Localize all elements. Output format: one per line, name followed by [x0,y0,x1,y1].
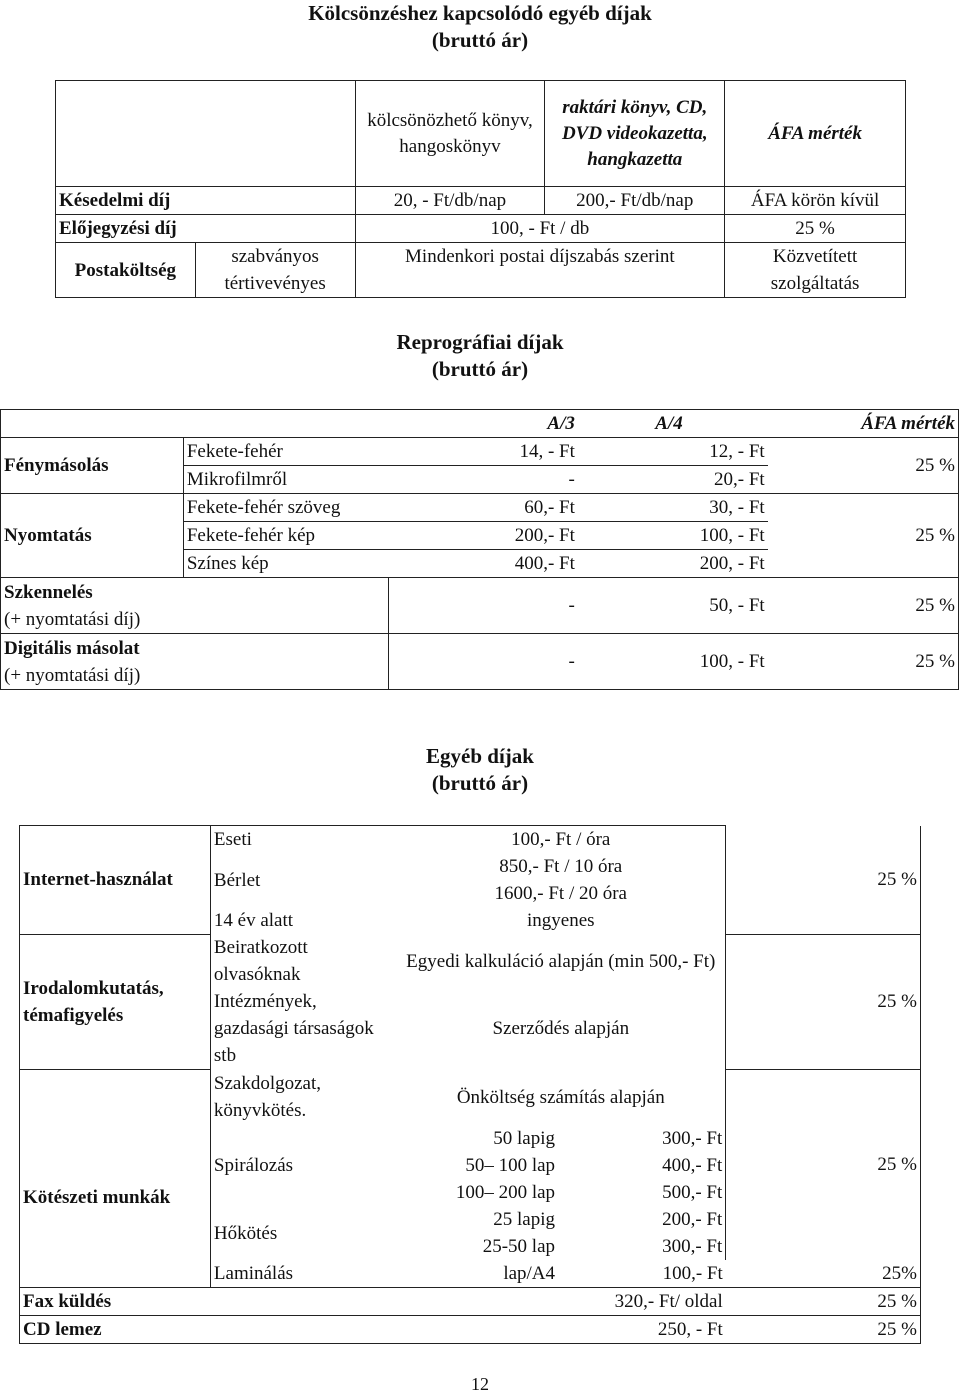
late-fee-stored: 200,- Ft/db/nap [545,187,725,215]
reservation-fee-vat: 25 % [725,215,906,243]
postage-registered: tértivevényes [195,270,355,298]
research-label-text: Irodalomkutatás, témafigyelés [23,977,164,1026]
binding-label: Kötészeti munkák [20,1069,211,1288]
cd-price: 250, - Ft [210,1316,725,1344]
internet-vat: 25 % [726,826,921,935]
header-vat-rate-repro: ÁFA mérték [768,410,959,438]
binding-lamination-unit: lap/A4 [503,1263,556,1284]
binding-heat-label: Hőkötés [213,1222,278,1244]
postage-standard: szabványos [195,243,355,271]
fax-label: Fax küldés [20,1288,211,1316]
loan-fees-table [55,80,906,298]
binding-heat-range-2: 25-50 lap [482,1236,556,1257]
research-label [20,934,211,1069]
section3-title-line1: Egyéb díjak [426,744,534,768]
section2-title-line1: Reprográfiai díjak [396,330,564,354]
internet-label: Internet-használat [20,826,211,935]
photocopy-microfilm-a3: - [388,466,578,494]
research-readers-label: Beiratkozott olvasóknak [213,937,308,985]
photocopy-bw-label: Fekete-fehér [183,438,388,466]
print-vat: 25 % [768,494,959,578]
fax-price: 320,- Ft/ oldal [210,1288,725,1316]
section3-title-line2: (bruttó ár) [431,771,529,795]
scan-vat: 25 % [768,578,959,634]
internet-under14-price: ingyenes [396,907,726,934]
digital-a4: 100, - Ft [578,634,768,690]
photocopy-label: Fénymásolás [1,438,184,494]
binding-thesis-label: Szakdolgozat, könyvkötés. [213,1073,322,1121]
digital-label-cell [1,634,389,690]
header-a3: A/3 [388,410,578,438]
research-readers-price: Egyedi kalkuláció alapján (min 500,- Ft) [396,934,726,988]
print-bw-image-a3: 200,- Ft [388,522,578,550]
print-bw-text-label: Fekete-fehér szöveg [183,494,388,522]
binding-heat-range-1: 25 lapig [493,1209,556,1230]
header-a4: A/4 [578,410,768,438]
digital-a3: - [388,634,578,690]
binding-spiral-price-1: 300,- Ft [558,1125,726,1152]
internet-single-label: Eseti [210,826,396,854]
binding-lamination-vat: 25% [726,1260,921,1288]
photocopy-bw-a4: 12, - Ft [578,438,768,466]
digital-note: (+ nyomtatási díj) [4,664,141,686]
repro-header-empty2 [183,410,388,438]
section1-title [0,0,960,54]
print-bw-text-a3: 60,- Ft [388,494,578,522]
repro-header-empty [1,410,184,438]
loan-fees-empty-header [56,81,356,187]
header-lendable-books: kölcsönözhető könyv, hangoskönyv [355,81,545,187]
cd-label: CD lemez [20,1316,211,1344]
digital-label: Digitális másolat [4,637,140,659]
late-fee-lendable: 20, - Ft/db/nap [355,187,545,215]
internet-single-price: 100,- Ft / óra [396,826,726,854]
photocopy-vat: 25 % [768,438,959,494]
binding-heat-price-1: 200,- Ft [558,1206,726,1233]
print-bw-image-label: Fekete-fehér kép [183,522,388,550]
postage-label: Postaköltség [56,243,196,298]
section1-title-line2: (bruttó ár) [431,28,529,52]
header-stored-media: raktári könyv, CD, DVD videokazetta, hangkazetta [545,81,725,187]
late-fee-label: Késedelmi díj [56,187,356,215]
print-bw-text-a4: 30, - Ft [578,494,768,522]
binding-spiral-range-2: 50– 100 lap [465,1155,556,1176]
scan-label: Szkennelés [4,581,93,603]
reprography-fees-table [0,409,959,690]
binding-vat: 25 % [726,1069,921,1260]
research-institutions-price: Szerződés alapján [396,988,726,1069]
print-color-image-label: Színes kép [183,550,388,578]
scan-note: (+ nyomtatási díj) [4,608,141,630]
photocopy-microfilm-a4: 20,- Ft [578,466,768,494]
section2-title [0,329,960,383]
scan-a4: 50, - Ft [578,578,768,634]
binding-spiral-price-3: 500,- Ft [558,1179,726,1206]
other-fees-table [19,825,921,1344]
reservation-fee-value: 100, - Ft / db [355,215,725,243]
binding-spiral-price-2: 400,- Ft [558,1152,726,1179]
section2-title-line2: (bruttó ár) [431,357,529,381]
binding-thesis-price: Önköltség számítás alapján [396,1069,726,1125]
digital-vat: 25 % [768,634,959,690]
binding-spiral-range-3: 100– 200 lap [455,1182,556,1203]
internet-pass-price-20: 1600,- Ft / 20 óra [396,880,726,907]
print-color-image-a3: 400,- Ft [388,550,578,578]
binding-spiral-label: Spirálozás [213,1155,294,1176]
late-fee-vat: ÁFA körön kívül [725,187,906,215]
binding-lamination-price: 100,- Ft [662,1263,723,1284]
print-label: Nyomtatás [1,494,184,578]
fax-vat: 25 % [726,1288,921,1316]
internet-pass-price-10: 850,- Ft / 10 óra [396,853,726,880]
section3-title [0,743,960,797]
photocopy-microfilm-label: Mikrofilmről [183,466,388,494]
research-institutions-label: Intézmények, gazdasági társaságok stb [213,991,374,1066]
header-vat-rate: ÁFA mérték [725,81,906,187]
print-color-image-a4: 200, - Ft [578,550,768,578]
section1-title-line1: Kölcsönzéshez kapcsolódó egyéb díjak [308,1,652,25]
research-vat: 25 % [726,934,921,1069]
cd-vat: 25 % [726,1316,921,1344]
photocopy-bw-a3: 14, - Ft [388,438,578,466]
scan-a3: - [388,578,578,634]
binding-lamination-label: Laminálás [213,1263,294,1284]
binding-heat-price-2: 300,- Ft [558,1233,726,1260]
print-bw-image-a4: 100, - Ft [578,522,768,550]
postage-vat: Közvetített szolgáltatás [725,243,906,298]
reservation-fee-label: Előjegyzési díj [56,215,356,243]
postage-value: Mindenkori postai díjszabás szerint [355,243,725,298]
internet-pass-label: Bérlet [213,869,261,891]
scan-label-cell [1,578,389,634]
binding-spiral-range-1: 50 lapig [493,1128,556,1149]
internet-under14-label: 14 év alatt [213,910,294,931]
page-number: 12 [471,1374,489,1394]
